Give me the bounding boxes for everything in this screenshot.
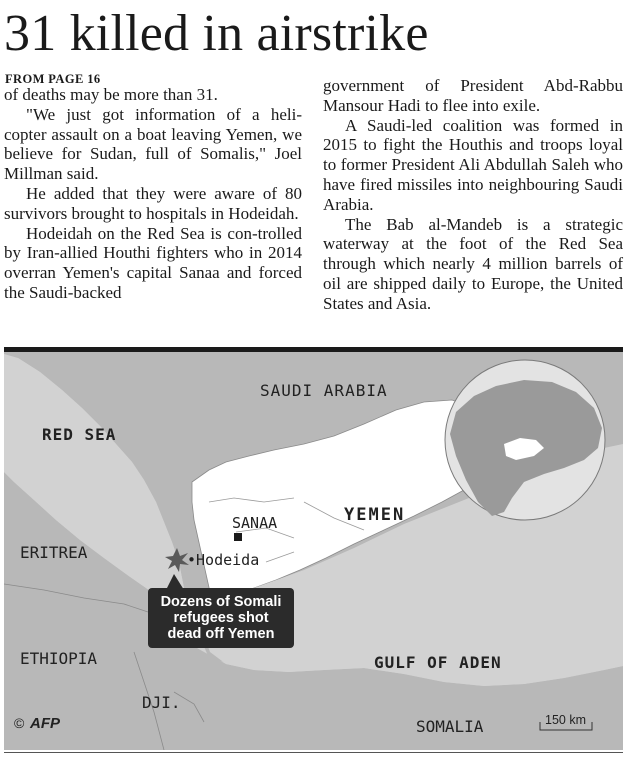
paragraph: The Bab al-Mandeb is a strategic waterway at the foot of the Red Sea through which nearly 4 million barrels of oil are shipped daily to Europe, the United States and Asia.	[323, 214, 623, 313]
callout-line-2: refugees shot	[173, 610, 269, 626]
article-column-left	[4, 85, 302, 303]
bottom-rule	[4, 752, 623, 753]
callout-line-3: dead off Yemen	[167, 626, 275, 642]
headline: 31 killed in airstrike	[4, 5, 429, 62]
jump-line: FROM PAGE 16	[5, 72, 101, 86]
label-yemen: YEMEN	[344, 505, 406, 525]
callout-line-1: Dozens of Somali	[160, 594, 282, 610]
paragraph: A Saudi-led coalition was formed in 2015 to fight the Houthis and troops loyal to former President Ali Abdullah Saleh who have fired missiles into neighbouring Saudi Arabia.	[323, 115, 623, 214]
paragraph: of deaths may be more than 31.	[4, 85, 218, 104]
article-column-right	[323, 76, 623, 314]
sanaa-marker	[234, 533, 242, 541]
credit-afp: AFP	[30, 715, 60, 732]
label-djibouti: DJI.	[142, 693, 181, 712]
label-sanaa: SANAA	[232, 514, 278, 532]
label-hodeida: •Hodeida	[187, 551, 260, 569]
label-red-sea: RED SEA	[42, 425, 117, 444]
credit-symbol: ©	[14, 715, 25, 731]
label-ethiopia: ETHIOPIA	[20, 649, 98, 668]
paragraph: Hodeidah on the Red Sea is con-trolled by Iran-allied Houthi fighters who in 2014 overran Yemen's capital Sanaa and forced the Saudi-backed	[4, 223, 302, 302]
paragraph: government of President Abd-Rabbu Mansour Hadi to flee into exile.	[323, 76, 623, 115]
paragraph: He added that they were aware of 80 survivors brought to hospitals in Hodeidah.	[4, 183, 302, 223]
label-somalia: SOMALIA	[416, 717, 484, 736]
label-gulf-of-aden: GULF OF ADEN	[374, 653, 502, 672]
map-graphic	[4, 352, 623, 750]
scale-label: 150 km	[545, 713, 586, 727]
label-saudi-arabia: SAUDI ARABIA	[260, 381, 388, 400]
paragraph: "We just got information of a heli-copter assault on a boat leaving Yemen, we believe for Sudan, full of Somalis," Joel Millman said.	[4, 104, 302, 184]
label-eritrea: ERITREA	[20, 543, 88, 562]
